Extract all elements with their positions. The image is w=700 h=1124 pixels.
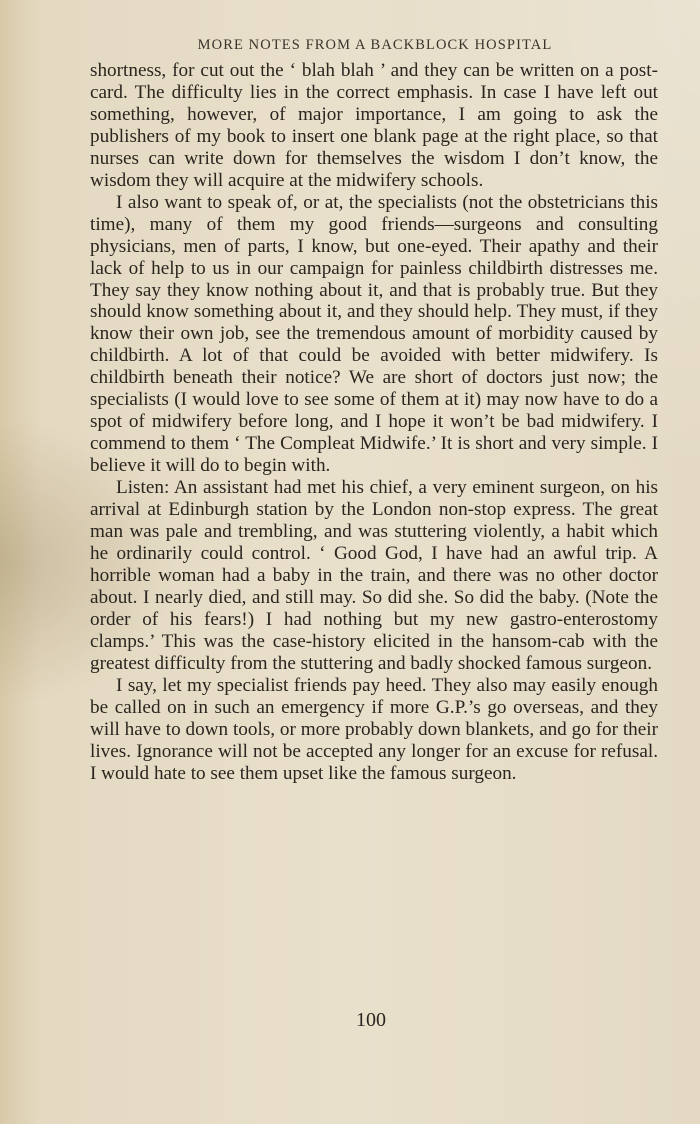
page-number: 100	[356, 1009, 386, 1031]
paragraph-1: shortness, for cut out the ‘ blah blah ’ and they can be written on a post-card. The difficulty lies in the correct emphasis. In case I have left out something, however, of major importance, I am going to ask the publishers of my book to insert one blank page at the right place, so that nurses can write down for themselves the wisdom I don’t know, the wisdom they will acquire at the midwifery schools.	[90, 60, 658, 191]
paragraph-4: I say, let my specialist friends pay heed. They also may easily enough be called on in such an emergency if more G.P.’s go overseas, and they will have to down tools, or more probably down blankets, and go for their lives. Ignorance will not be accepted any longer for an excuse for refusal. I would hate to see them upset like the famous surgeon.	[90, 674, 658, 784]
paragraph-2: I also want to speak of, or at, the specialists (not the obstetricians this time), many of them my good friends—surgeons and consulting physicians, men of parts, I know, but one-eyed. Their apathy and their lack of help to us in our campaign for painless childbirth distresses me. They say they know nothing about it, and that is probably true. But they should know something about it, and they should help. They must, if they know their own job, see the tremendous amount of morbidity caused by childbirth. A lot of that could be avoided with better midwifery. Is childbirth beneath their notice? We are short of doctors just now; the specialists (I would love to see some of them at it) may now have to do a spot of midwifery before long, and I hope it won’t be bad midwifery. I commend to them ‘ The Compleat Midwife.’ It is short and very simple. I believe it will do to begin with.	[90, 191, 658, 477]
running-head: MORE NOTES FROM A BACKBLOCK HOSPITAL	[197, 37, 553, 53]
paragraph-3: Listen: An assistant had met his chief, a very eminent surgeon, on his arrival at Edinburgh station by the London non-stop express. The great man was pale and trembling, and was stuttering violently, a habit which he ordinarily could control. ‘ Good God, I have had an awful trip. A horrible woman had a baby in the train, and there was no other doctor about. I nearly died, and still may. So did she. So did the baby. (Note the order of his fears!) I had nothing but my new gastro-enterostomy clamps.’ This was the case-history elicited in the hansom-cab with the greatest difficulty from the stuttering and badly shocked famous surgeon.	[90, 477, 658, 674]
body-text	[90, 60, 658, 784]
